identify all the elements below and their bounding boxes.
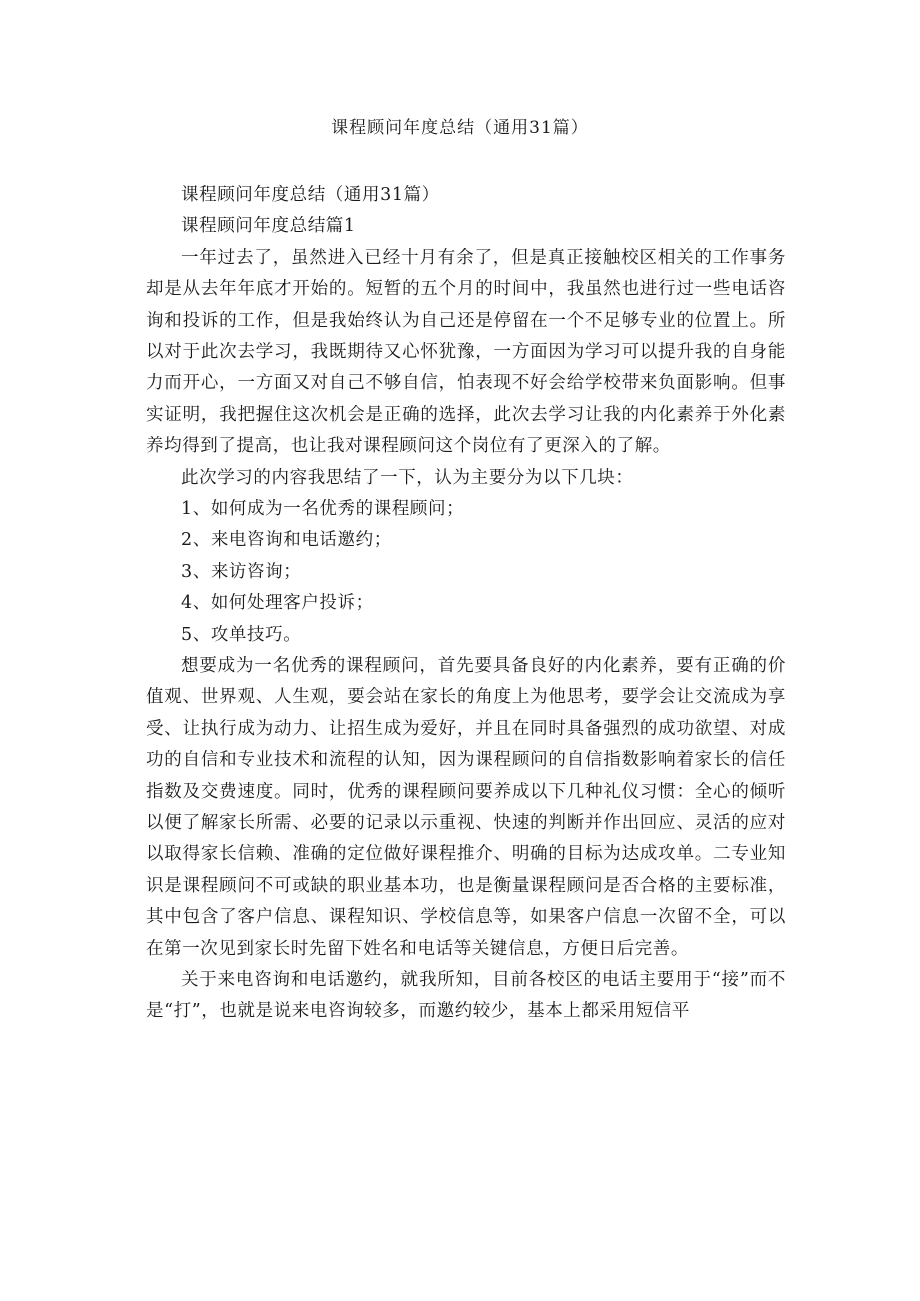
section-heading: 课程顾问年度总结篇1 [181,216,356,237]
topic-list [146,494,786,651]
document-body [146,180,786,1028]
document-subtitle: 课程顾问年度总结（通用31篇） [181,185,440,205]
list-item: 5、攻单技巧。 [181,624,302,645]
list-item: 4、如何处理客户投诉； [181,593,374,614]
list-item: 3、来访咨询； [181,561,302,582]
document-title: 课程顾问年度总结（通用31篇） [331,118,589,138]
paragraph-intro: 一年过去了，虽然进入已经十月有余了，但是真正接触校区相关的工作事务却是从去年年底才开始的。短暂的五个月的时间中，我虽然也进行过一些电话咨询和投诉的工作，但是我始终认为自己还是停留在一个不足够专业的位置上。所以对于此次去学习，我既期待又心怀犹豫，一方面因为学习可以提升我的自身能力而开心，一方面又对自己不够自信，怕表现不好会给学校带来负面影响。但事实证明，我把握住这次机会是正确的选择，此次去学习让我的内化素养于外化素养均得到了提高，也让我对课程顾问这个岗位有了更深入的了解。 [146,247,786,457]
paragraph-phone-consultation: 关于来电咨询和电话邀约，就我所知，目前各校区的电话主要用于“接”而不是“打”，也就是说来电咨询较多，而邀约较少，基本上都采用短信平 [146,970,786,1022]
list-item: 1、如何成为一名优秀的课程顾问； [181,499,465,520]
paragraph-excellent-consultant: 想要成为一名优秀的课程顾问，首先要具备良好的内化素养，要有正确的价值观、世界观、人生观，要会站在家长的角度上为他思考，要学会让交流成为享受、让执行成为动力、让招生成为爱好，并且在同时具备强烈的成功欲望、对成功的自信和专业技术和流程的认知，因为课程顾问的自信指数影响着家长的信任指数及交费速度。同时，优秀的课程顾问要养成以下几种礼仪习惯：全心的倾听以便了解家长所需、必要的记录以示重视、快速的判断并作出回应、灵活的应对以取得家长信赖、准确的定位做好课程推介、明确的目标为达成攻单。二专业知识是课程顾问不可或缺的职业基本功，也是衡量课程顾问是否合格的主要标准，其中包含了客户信息、课程知识、学校信息等，如果客户信息一次留不全，可以在第一次见到家长时先留下姓名和电话等关键信息，方便日后完善。 [146,655,786,959]
paragraph-summary-lead: 此次学习的内容我思结了一下，认为主要分为以下几块： [181,467,634,488]
list-item: 2、来电咨询和电话邀约； [181,530,392,551]
